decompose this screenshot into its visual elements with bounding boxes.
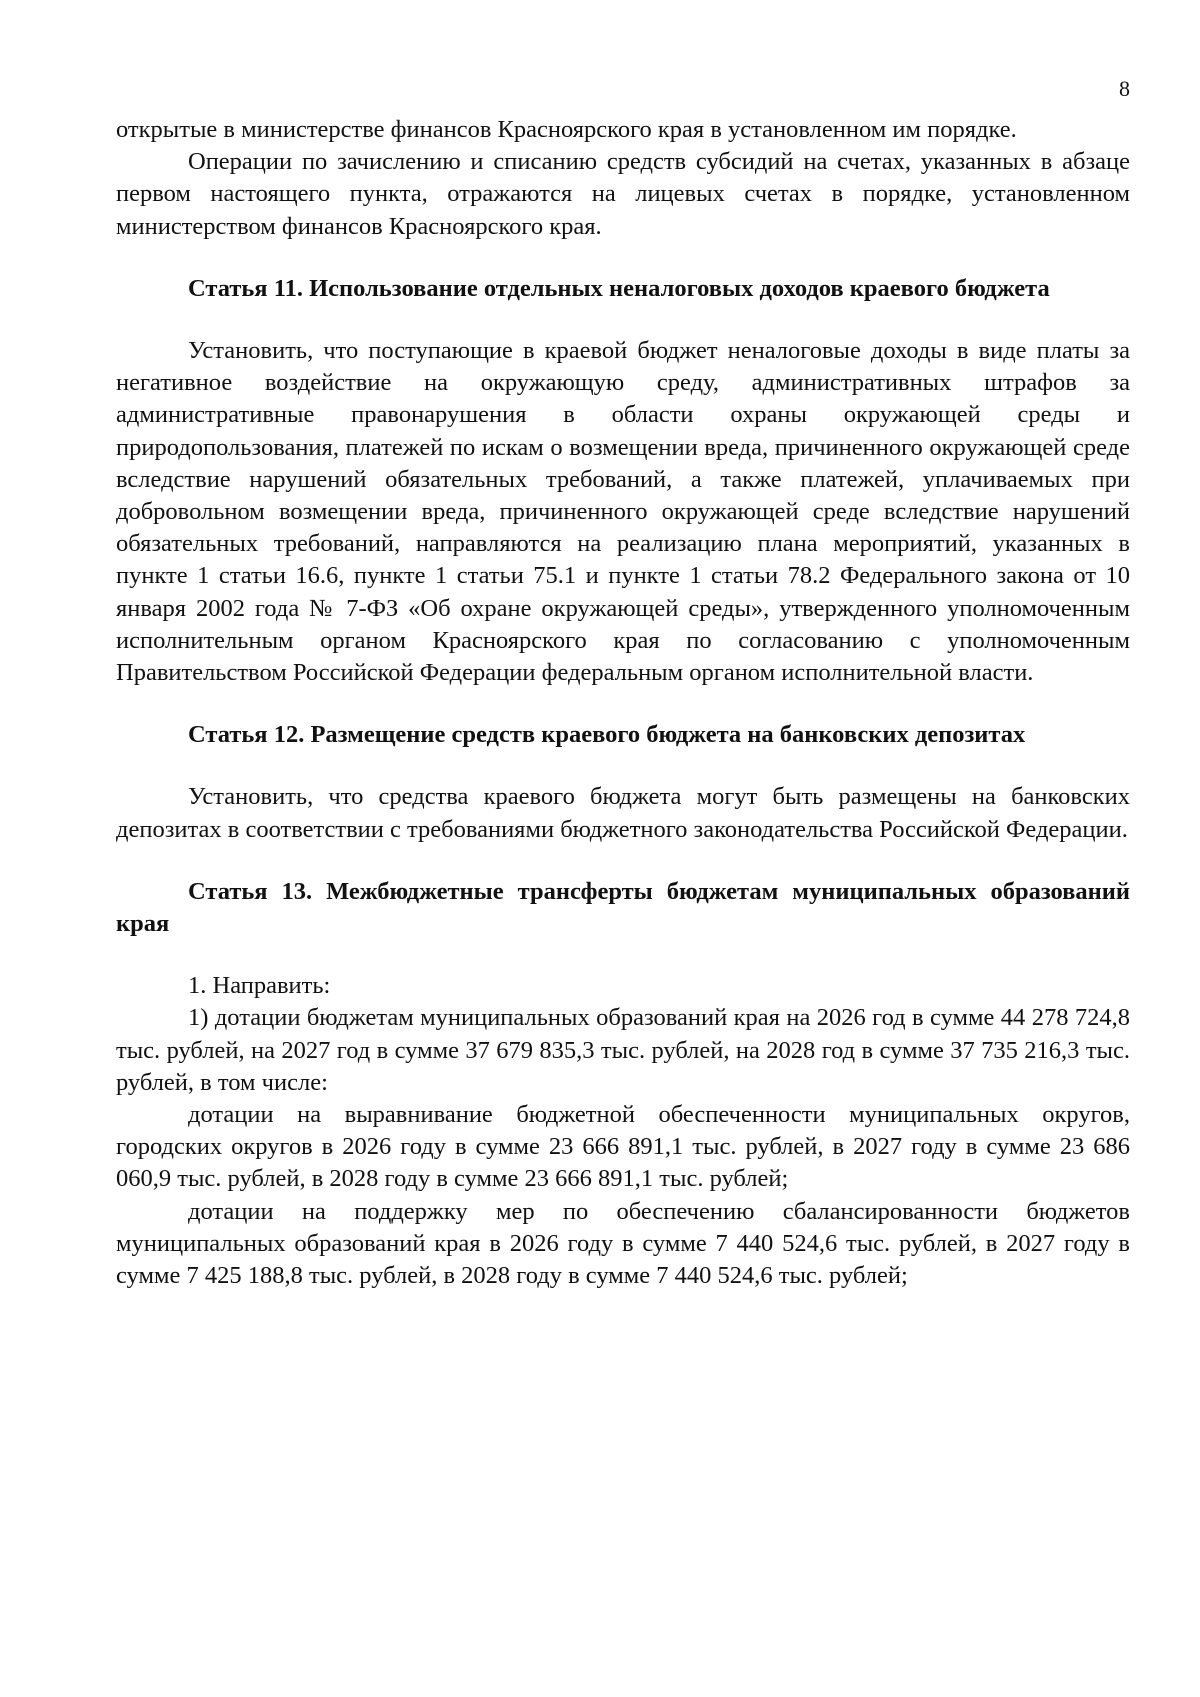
article-11-text: Установить, что поступающие в краевой бюджет неналоговые доходы в виде платы за негативное воздействие на окружающую среду, административных штрафов за административные правонарушения в области охраны окружающей среды и природопользования, платежей по искам о возмещении вреда, причиненного окружающей среде вследствие нарушений обязательных требований, а также платежей, уплачиваемых при добровольном возмещении вреда, причиненного окружающей среде вследствие нарушений обязательных требований, направляются на реализацию плана мероприятий, указанных в пункте 1 статьи 16.6, пункте 1 статьи 75.1 и пункте 1 статьи 78.2 Федерального закона от 10 января 2002 года № 7-ФЗ «Об охране окружающей среды», утвержденного уполномоченным исполнительным органом Красноярского края по согласованию с уполномоченным Правительством Российской Федерации федеральным органом исполнительной власти.	[116, 337, 1130, 687]
article-13-balance-grants: дотации на поддержку мер по обеспечению сбалансированности бюджетов муниципальных образований края в 2026 году в сумме 7 440 524,6 тыс. рублей, в 2027 году в сумме 7 425 188,8 тыс. рублей, в 2028 году в сумме 7 440 524,6 тыс. рублей;	[116, 1197, 1130, 1290]
page-number: 8	[1119, 76, 1130, 101]
article-13-subitem-1: 1) дотации бюджетам муниципальных образований края на 2026 год в сумме 44 278 724,8 тыс. рублей, на 2027 год в сумме 37 679 835,3 тыс. рублей, на 2028 год в сумме 37 735 216,3 тыс. рублей, в том числе:	[116, 1004, 1130, 1096]
document-body	[116, 114, 1130, 1292]
paragraph-operations: Операции по зачислению и списанию средств субсидий на счетах, указанных в абзаце первом настоящего пункта, отражаются на лицевых счетах в порядке, установленном министерством финансов Красноярского края.	[116, 148, 1130, 240]
article-13-item-1: 1. Направить:	[188, 972, 331, 1000]
article-12-text: Установить, что средства краевого бюджета могут быть размещены на банковских депозитах в соответствии с требованиями бюджетного законодательства Российской Федерации.	[116, 783, 1130, 843]
article-12-heading: Статья 12. Размещение средств краевого бюджета на банковских депозитах	[188, 721, 1026, 749]
article-13-equalization-grants: дотации на выравнивание бюджетной обеспеченности муниципальных округов, городских округов в 2026 году в сумме 23 666 891,1 тыс. рублей, в 2027 году в сумме 23 686 060,9 тыс. рублей, в 2028 году в сумме 23 666 891,1 тыс. рублей;	[116, 1101, 1130, 1193]
article-11-heading: Статья 11. Использование отдельных неналоговых доходов краевого бюджета	[188, 274, 1050, 302]
paragraph-continuation: открытые в министерстве финансов Красноярского края в установленном им порядке.	[116, 116, 1017, 143]
article-13-heading: Статья 13. Межбюджетные трансферты бюджетам муниципальных образований края	[116, 877, 1130, 938]
